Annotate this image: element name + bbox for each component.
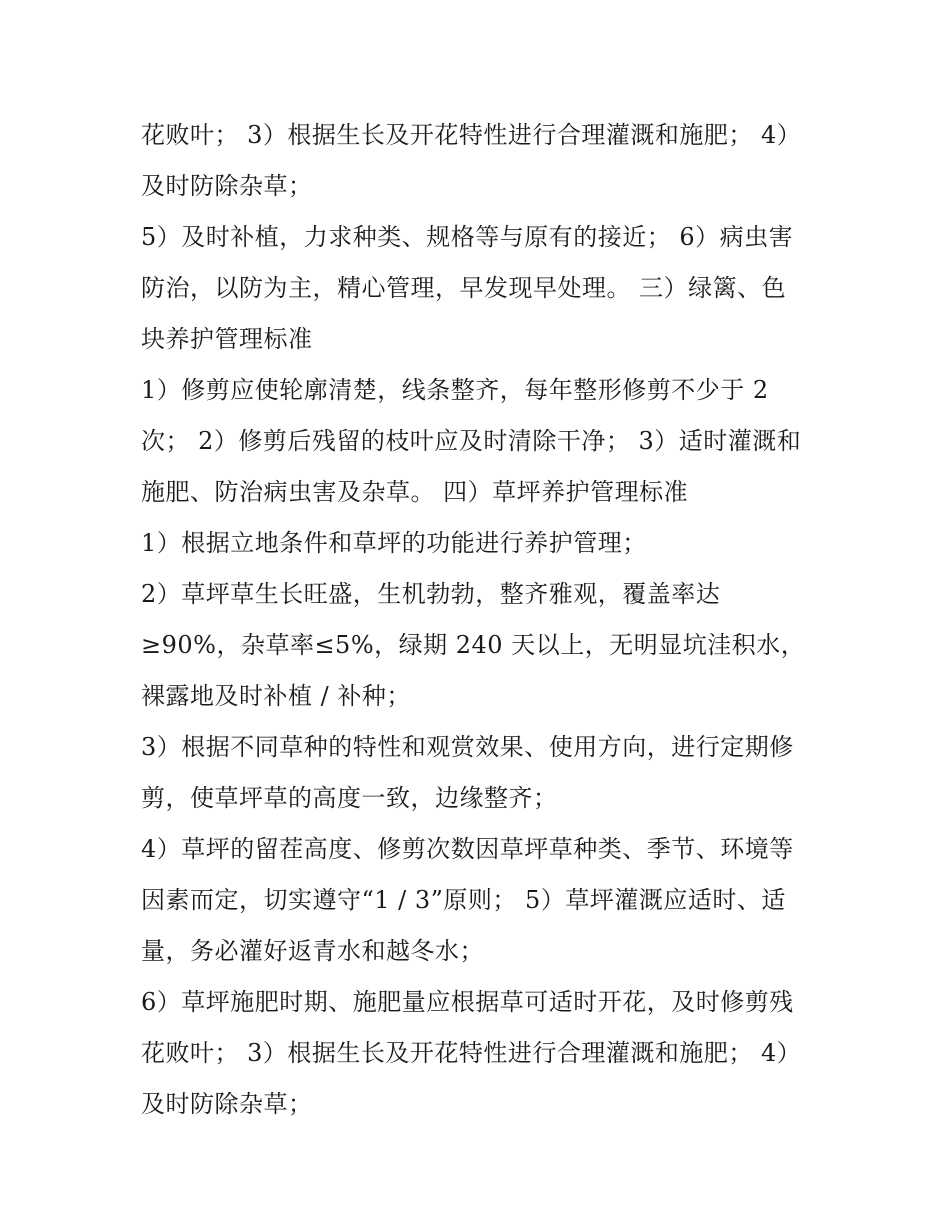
text-line: 施肥、防治病虫害及杂草。 四）草坪养护管理标准 <box>141 478 689 506</box>
text-line: 防治，以防为主，精心管理，早发现早处理。 三）绿篱、色 <box>141 274 787 302</box>
text-line: 3）根据不同草种的特性和观赏效果、使用方向，进行定期修 <box>141 733 794 761</box>
text-line: 剪，使草坪草的高度一致，边缘整齐； <box>141 784 558 812</box>
text-line: 及时防除杂草； <box>141 172 313 200</box>
text-line: 量，务必灌好返青水和越冬水； <box>141 937 484 965</box>
text-line: 2）草坪草生长旺盛，生机勃勃，整齐雅观，覆盖率达 <box>141 580 721 608</box>
text-line: 次； 2）修剪后残留的枝叶应及时清除干净； 3）适时灌溉和 <box>141 427 802 455</box>
text-line: 5）及时补植，力求种类、规格等与原有的接近； 6）病虫害 <box>141 223 794 251</box>
text-line: ≥90%，杂草率≤5%，绿期 240 天以上，无明显坑洼积水， <box>141 631 806 659</box>
text-line: 花败叶； 3）根据生长及开花特性进行合理灌溉和施肥； 4） <box>141 121 802 149</box>
body-text <box>141 110 821 1130</box>
text-line: 1）根据立地条件和草坪的功能进行养护管理； <box>141 529 647 557</box>
text-line: 花败叶； 3）根据生长及开花特性进行合理灌溉和施肥； 4） <box>141 1039 802 1067</box>
text-line: 块养护管理标准 <box>141 325 313 353</box>
text-line: 4）草坪的留茬高度、修剪次数因草坪草种类、季节、环境等 <box>141 835 794 863</box>
text-line: 及时防除杂草； <box>141 1090 313 1118</box>
text-line: 6）草坪施肥时期、施肥量应根据草可适时开花，及时修剪残 <box>141 988 794 1016</box>
text-line: 因素而定，切实遵守“1 / 3”原则； 5）草坪灌溉应适时、适 <box>141 886 786 914</box>
text-line: 1）修剪应使轮廓清楚，线条整齐，每年整形修剪不少于 2 <box>141 376 769 404</box>
text-line: 裸露地及时补植 / 补种； <box>141 682 411 710</box>
